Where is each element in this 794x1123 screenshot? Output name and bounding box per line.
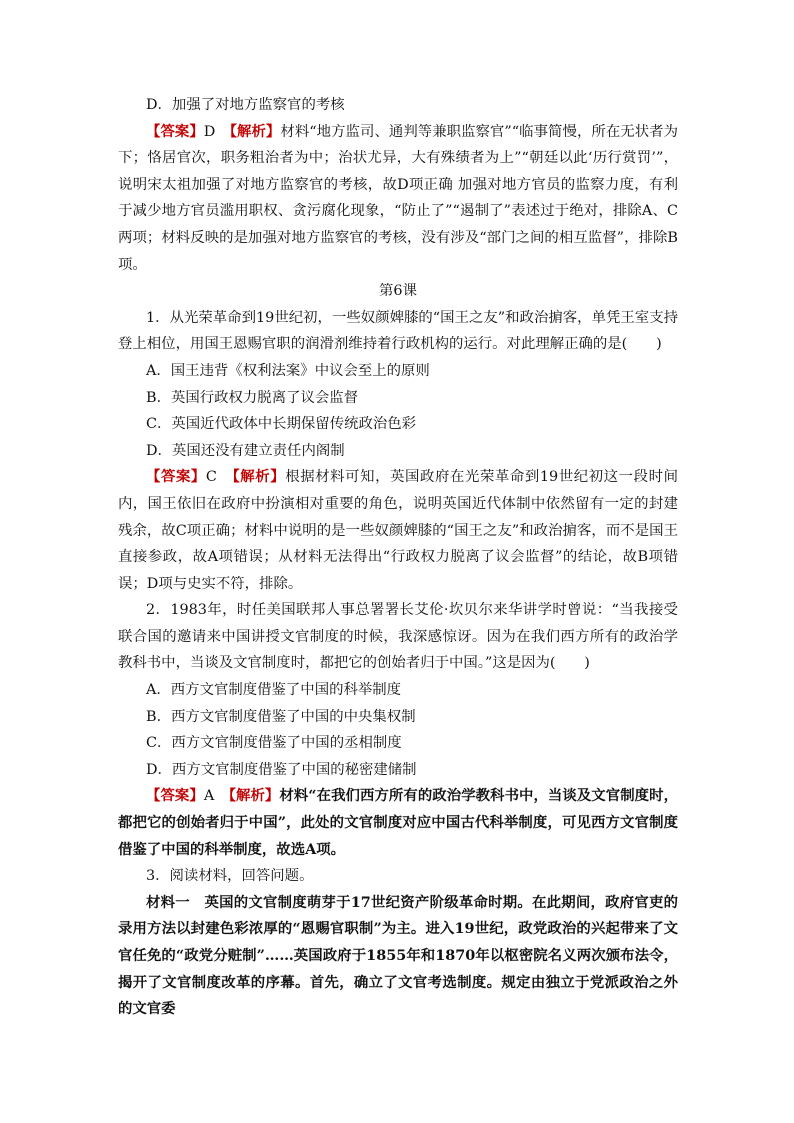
answer-tag: 【答案】 xyxy=(146,468,206,486)
analysis-text: 材料“地方监司、通判等兼职监察官”“临事简慢，所在无状者为下；恪居官次，职务粗治者为中；治状尤异，大有殊绩者为上”“朝廷以此‘历行赏罚’”，说明宋太祖加强了对地方监察官的考核，故D项正确 加强对地方官员的监察力度，有利于减少地方官员滥用职权、贪污腐化现象，“防止了”“遏制了”表述过于绝对，排除A、C两项；材料反映的是加强对地方监察官的考核，没有涉及“部门之间的相互监督”，排除B项。 xyxy=(118,123,678,273)
prev-option-d: D．加强了对地方监察官的考核 xyxy=(146,97,345,113)
question-2-stem: 2．1983年，时任美国联邦人事总署署长艾伦·坎贝尔来华讲学时曾说：“当我接受联合国的邀请来中国讲授文官制度的时候，我深感惊讶。因为在我们西方所有的政治学教科书中，当谈及文官制度时，都把它的创始者归于中国。”这是因为( ) xyxy=(118,602,678,672)
question-3-stem: 3．阅读材料，回答问题。 xyxy=(146,868,314,885)
analysis-text: 材料“在我们西方所有的政治学教科书中，当谈及文官制度时，都把它的创始者归于中国”，此处的文官制度对应中国古代科举制度，可见西方文官制度借鉴了中国的科举制度，故选A项。 xyxy=(118,787,678,858)
analysis-tag: 【解析】 xyxy=(229,122,281,140)
question-2-answer-block xyxy=(118,783,678,863)
analysis-tag: 【解析】 xyxy=(228,787,280,805)
analysis-tag: 【解析】 xyxy=(232,468,286,486)
lesson-title: 第6课 xyxy=(379,283,417,300)
answer-value: A xyxy=(203,788,215,805)
prev-answer-block xyxy=(118,119,678,279)
document-page xyxy=(118,92,678,1023)
question-2-option-d: D．西方文官制度借鉴了中国的秘密建储制 xyxy=(146,761,417,778)
question-1-option-d: D．英国还没有建立责任内阁制 xyxy=(146,442,345,459)
question-3-material-1: 材料一 英国的文官制度萌芽于17世纪资产阶级革命时期。在此期间，政府官吏的录用方法以封建色彩浓厚的“恩赐官职制”为主。进入19世纪，政党政治的兴起带来了文官任免的“政党分赃制”……英国政府于1855年和1870年以枢密院名义两次颁布法令，揭开了文官制度改革的序幕。首先，确立了文官考选制度。规定由独立于党派政治之外的文官委 xyxy=(118,893,678,1018)
answer-value: D xyxy=(203,123,216,140)
question-1-answer-block xyxy=(118,464,678,597)
analysis-text: 根据材料可知，英国政府在光荣革命到19世纪初这一段时间内，国王依旧在政府中扮演相对重要的角色，说明英国近代体制中依然留有一定的封建残余，故C项正确；材料中说明的是一些奴颜婢膝的“国王之友”和政治掮客，而不是国王直接参政，故A项错误；从材料无法得出“行政权力脱离了议会监督”的结论，故B项错误；D项与史实不符，排除。 xyxy=(118,469,678,592)
question-2-option-c: C．西方文官制度借鉴了中国的丞相制度 xyxy=(146,735,402,752)
question-2-option-a: A．西方文官制度借鉴了中国的科举制度 xyxy=(146,682,402,699)
question-1-option-b: B．英国行政权力脱离了议会监督 xyxy=(146,389,359,406)
question-2-option-b: B．西方文官制度借鉴了中国的中央集权制 xyxy=(146,708,416,725)
answer-tag: 【答案】 xyxy=(146,122,204,140)
question-1-stem: 1．从光荣革命到19世纪初，一些奴颜婢膝的“国王之友”和政治掮客，单凭王室支持登上相位，用国王恩赐官职的润滑剂维持着行政机构的运行。对此理解正确的是( ) xyxy=(118,309,678,353)
question-1-option-c: C．英国近代政体中长期保留传统政治色彩 xyxy=(146,416,417,433)
question-1-option-a: A．国王违背《权利法案》中议会至上的原则 xyxy=(146,362,430,379)
answer-value: C xyxy=(205,469,217,486)
answer-tag: 【答案】 xyxy=(146,787,204,805)
